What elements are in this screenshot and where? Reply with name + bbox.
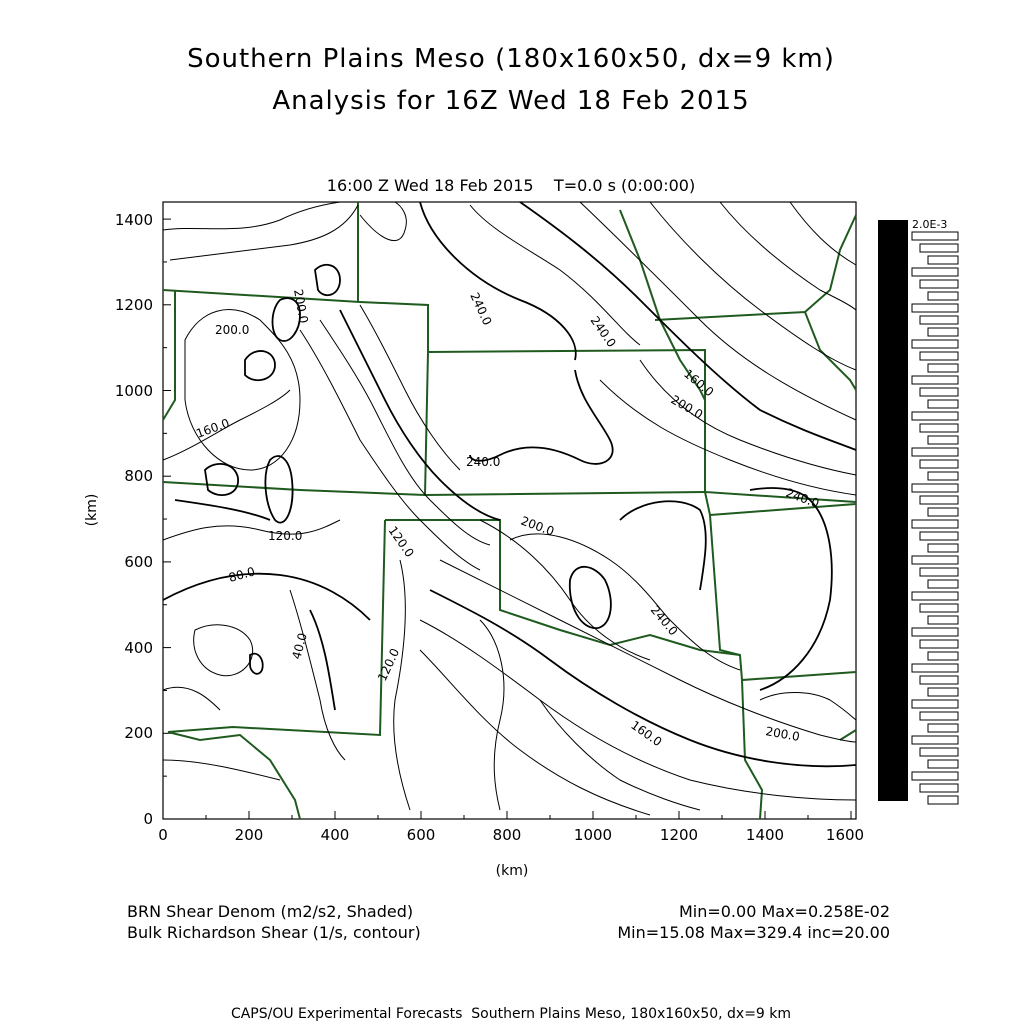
- title-line-2: Analysis for 16Z Wed 18 Feb 2015: [272, 86, 750, 116]
- title-line-1: Southern Plains Meso (180x160x50, dx=9 km): [187, 44, 835, 74]
- x-tick-label: 1400: [745, 826, 785, 844]
- colorbar-tick: [912, 556, 958, 564]
- colorbar-tick: [928, 436, 958, 444]
- colorbar-tick: [912, 736, 958, 744]
- x-tick-label: 600: [406, 826, 436, 844]
- contour-label: 240.0: [467, 290, 495, 328]
- y-tick-label: 600: [124, 553, 153, 571]
- colorbar-tick: [920, 640, 958, 648]
- y-tick-labels: [115, 211, 153, 828]
- boundary-mo-ar: [710, 504, 856, 515]
- y-tick-label: 1400: [114, 211, 153, 229]
- colorbar-tick: [912, 376, 958, 384]
- colorbar-tick: [920, 748, 958, 756]
- contour-label: 200.0: [291, 288, 311, 325]
- colorbar-tick: [920, 460, 958, 468]
- x-tick-label: 200: [234, 826, 264, 844]
- colorbar-tick: [912, 448, 958, 456]
- contour-label: 80.0: [227, 564, 257, 585]
- footer-bottom: CAPS/OU Experimental Forecasts Southern Plains Meso, 180x160x50, dx=9 km: [230, 1006, 792, 1022]
- colorbar-top-label: 2.0E-3: [912, 218, 948, 231]
- footer-left-1: BRN Shear Denom (m2/s2, Shaded): [127, 902, 414, 921]
- x-axis-ticks: [163, 811, 851, 819]
- footer-left-2: Bulk Richardson Shear (1/s, contour): [127, 923, 421, 942]
- contour-label: 120.0: [385, 523, 417, 560]
- contour-label: 200.0: [764, 724, 801, 744]
- y-tick-label: 1000: [114, 382, 153, 400]
- colorbar-tick: [928, 292, 958, 300]
- contour-lines: [163, 202, 856, 815]
- y-tick-label: 0: [143, 810, 153, 828]
- y-tick-label: 800: [124, 467, 153, 485]
- colorbar-tick: [920, 604, 958, 612]
- colorbar-tick: [912, 232, 958, 240]
- colorbar-tick: [920, 424, 958, 432]
- colorbar-tick: [928, 508, 958, 516]
- colorbar: [878, 220, 908, 801]
- boundary-red-river: [385, 520, 740, 655]
- boundary-ok-ar: [705, 492, 856, 680]
- colorbar-tick: [912, 412, 958, 420]
- colorbar-tick: [912, 772, 958, 780]
- colorbar-tick: [920, 388, 958, 396]
- y-axis-label: (km): [84, 493, 100, 527]
- boundary-east-lower: [840, 730, 856, 740]
- contour-label: 120.0: [375, 646, 403, 684]
- contour-label: 40.0: [289, 631, 310, 661]
- contour-label: 120.0: [268, 529, 303, 543]
- colorbar-tick: [912, 340, 958, 348]
- boundary-mid: [163, 482, 705, 495]
- x-tick-labels: [158, 826, 864, 844]
- x-tick-label: 800: [492, 826, 522, 844]
- contour-label: 240.0: [587, 313, 619, 350]
- colorbar-tick: [920, 496, 958, 504]
- y-tick-label: 1200: [114, 296, 153, 314]
- colorbar-tick: [928, 256, 958, 264]
- y-tick-label: 200: [124, 724, 153, 742]
- colorbar-tick: [920, 712, 958, 720]
- colorbar-tick: [928, 760, 958, 768]
- y-tick-label: 400: [124, 639, 153, 657]
- colorbar-tick: [920, 532, 958, 540]
- x-tick-label: 1200: [659, 826, 699, 844]
- contour-label: 200.0: [215, 323, 250, 337]
- boundary-n2: [425, 352, 428, 495]
- x-tick-label: 0: [158, 826, 168, 844]
- colorbar-tick: [928, 616, 958, 624]
- contour-labels: [194, 288, 821, 749]
- colorbar-tick: [928, 472, 958, 480]
- colorbar-tick: [928, 544, 958, 552]
- colorbar-tick: [928, 724, 958, 732]
- colorbar-tick: [928, 364, 958, 372]
- contour-label: 240.0: [466, 455, 501, 469]
- colorbar-tick-labels: [912, 232, 958, 804]
- footer-right-1: Min=0.00 Max=0.258E-02: [678, 902, 890, 921]
- colorbar-tick: [912, 520, 958, 528]
- contour-label: 160.0: [681, 366, 717, 400]
- colorbar-tick: [920, 352, 958, 360]
- contour-label: 200.0: [518, 513, 557, 539]
- colorbar-tick: [912, 628, 958, 636]
- y-axis-ticks: [163, 219, 171, 819]
- colorbar-tick: [912, 664, 958, 672]
- colorbar-tick: [920, 784, 958, 792]
- colorbar-tick: [912, 484, 958, 492]
- boundary-west: [163, 290, 175, 420]
- contour-label: 200.0: [668, 392, 706, 422]
- x-tick-label: 1000: [573, 826, 613, 844]
- colorbar-tick: [928, 580, 958, 588]
- x-tick-label: 1600: [825, 826, 865, 844]
- colorbar-tick: [920, 280, 958, 288]
- colorbar-tick: [920, 676, 958, 684]
- colorbar-tick: [928, 328, 958, 336]
- contour-label: 160.0: [628, 717, 665, 750]
- x-tick-label: 400: [320, 826, 350, 844]
- colorbar-tick: [912, 268, 958, 276]
- boundary-sabine: [742, 680, 762, 819]
- contour-label: 160.0: [194, 415, 232, 441]
- contour-label: 240.0: [783, 485, 822, 511]
- colorbar-tick: [920, 244, 958, 252]
- colorbar-tick: [912, 700, 958, 708]
- colorbar-tick: [928, 688, 958, 696]
- time-label: 16:00 Z Wed 18 Feb 2015 T=0.0 s (0:00:00): [326, 176, 696, 195]
- colorbar-tick: [912, 304, 958, 312]
- contour-label: 240.0: [647, 602, 681, 639]
- colorbar-tick: [920, 316, 958, 324]
- x-axis-label: (km): [495, 863, 529, 879]
- colorbar-tick: [928, 652, 958, 660]
- colorbar-tick: [920, 568, 958, 576]
- colorbar-tick: [928, 400, 958, 408]
- boundary-rio-grande: [168, 732, 300, 819]
- colorbar-tick: [928, 796, 958, 804]
- colorbar-tick: [912, 592, 958, 600]
- footer-right-2: Min=15.08 Max=329.4 inc=20.00: [617, 923, 890, 942]
